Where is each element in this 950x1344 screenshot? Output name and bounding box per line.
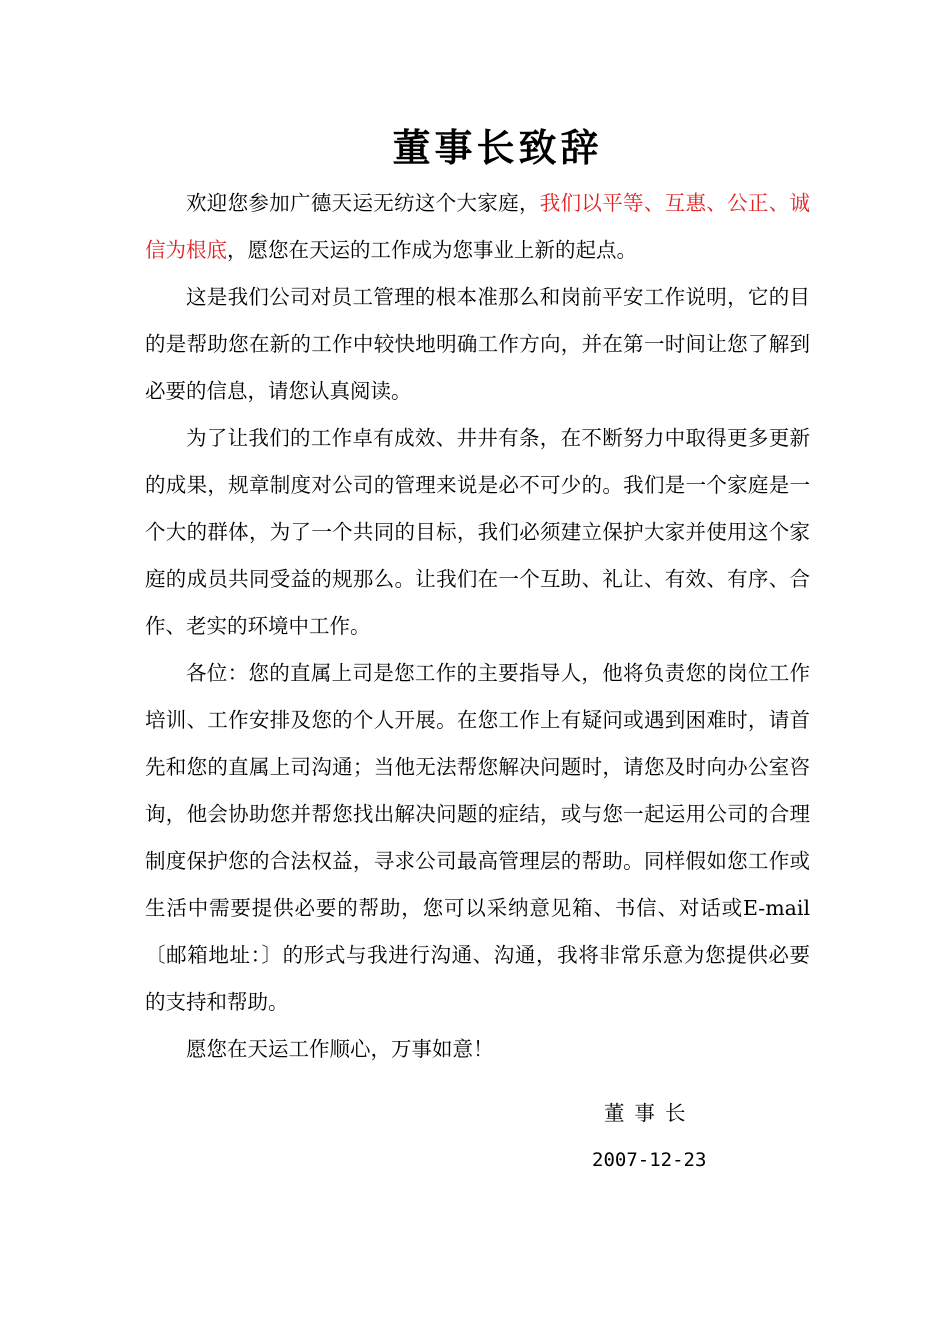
letter-body [145, 180, 810, 1073]
paragraph-welcome [145, 180, 810, 274]
page-title: 董事长致辞 [392, 125, 603, 170]
welcome-text: 欢迎您参加广德天运无纺这个大家庭， [186, 191, 540, 215]
welcome-text-end: ，愿您在天运的工作成为您事业上新的起点。 [227, 238, 637, 262]
signature-date: 2007-12-23 [592, 1149, 707, 1171]
paragraph-closing: 愿您在天运工作顺心，万事如意！ [186, 1037, 494, 1061]
values-highlight: 我们以平等、互惠、公正、诚信为根底 [145, 191, 811, 262]
paragraph-rules: 为了让我们的工作卓有成效、井井有条，在不断努力中取得更多更新的成果，规章制度对公司的管理来说是必不可少的。我们是一个家庭是一个大的群体，为了一个共同的目标，我们必须建立保护大家并使用这个家庭的成员共同受益的规那么。让我们在一个互助、礼让、有效、有序、合作、老实的环境中工作。 [145, 426, 810, 638]
paragraph-purpose: 这是我们公司对员工管理的根本准那么和岗前平安工作说明，它的目的是帮助您在新的工作中较快地明确工作方向，并在第一时间让您了解到必要的信息，请您认真阅读。 [145, 285, 810, 403]
signature-name: 董事长 [604, 1101, 696, 1125]
paragraph-supervisor: 各位：您的直属上司是您工作的主要指导人，他将负责您的岗位工作培训、工作安排及您的个人开展。在您工作上有疑问或遇到困难时，请首先和您的直属上司沟通；当他无法帮您解决问题时，请您及时向办公室咨询，他会协助您并帮您找出解决问题的症结，或与您一起运用公司的合理制度保护您的合法权益，寻求公司最高管理层的帮助。同样假如您工作或生活中需要提供必要的帮助，您可以采纳意见箱、书信、对话或E-mail〔邮箱地址：〕的形式与我进行沟通、沟通，我将非常乐意为您提供必要的支持和帮助。 [145, 661, 810, 1014]
